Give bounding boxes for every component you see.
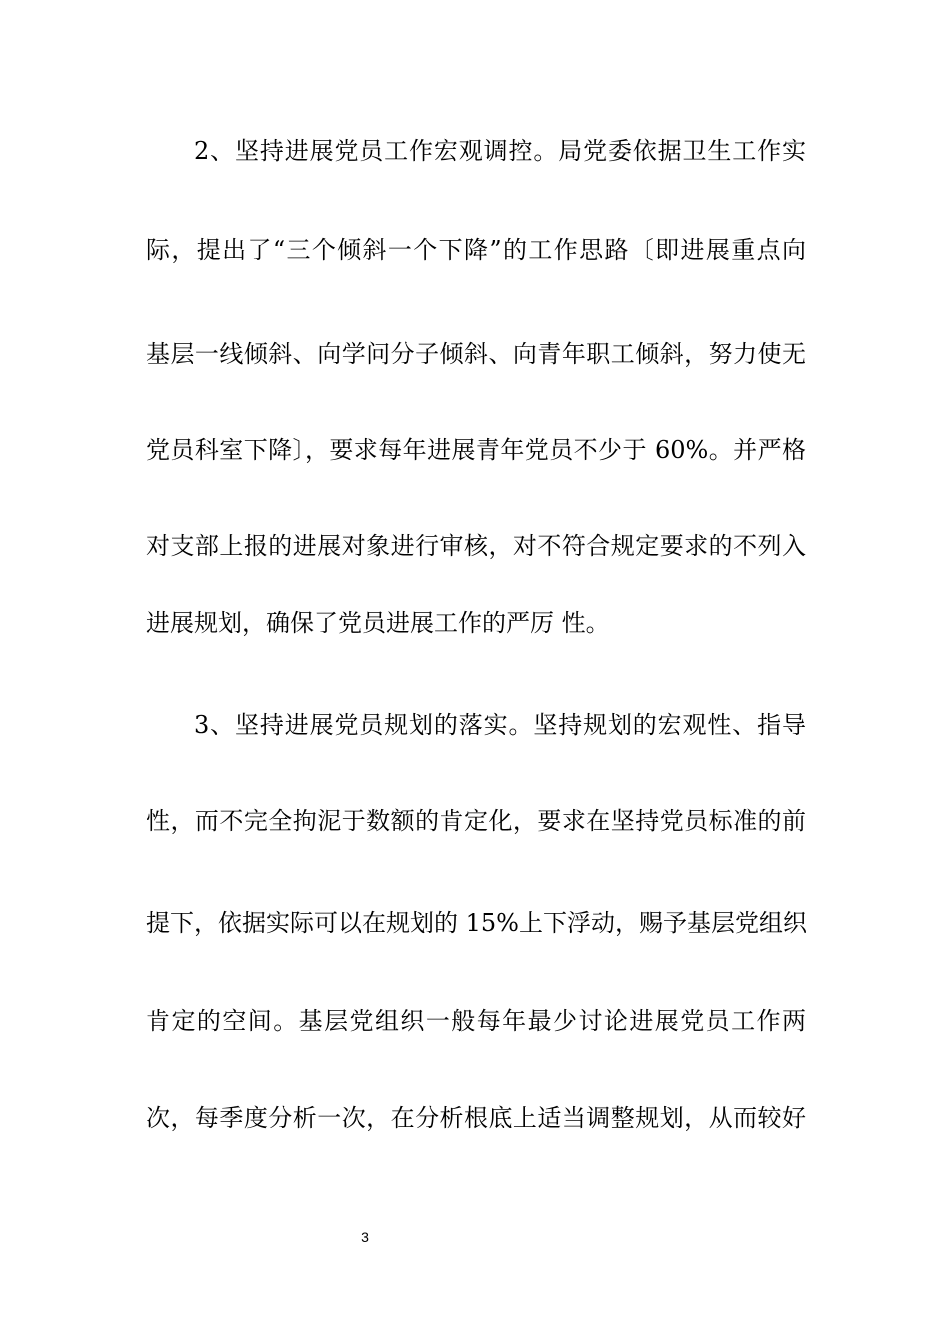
paragraph-2-line-2: 性，而不完全拘泥于数额的肯定化，要求在坚持党员标准的前 xyxy=(146,807,806,835)
paragraph-1-line-3: 基层一线倾斜、向学问分子倾斜、向青年职工倾斜，努力使无 xyxy=(146,340,806,368)
paragraph-1-line-6: 进展规划，确保了党员进展工作的严厉 性。 xyxy=(146,609,610,637)
paragraph-2-line-3: 提下，依据实际可以在规划的 15%上下浮动，赐予基层党组织 xyxy=(146,909,807,937)
paragraph-1-line-4: 党员科室下降〕，要求每年进展青年党员不少于 60%。并严格 xyxy=(146,436,806,464)
paragraph-1-line-5: 对支部上报的进展对象进行审核，对不符合规定要求的不列入 xyxy=(146,532,806,560)
page-number: 3 xyxy=(361,1229,369,1245)
paragraph-1-line-1: 2、坚持进展党员工作宏观调控。局党委依据卫生工作实 xyxy=(194,137,806,165)
paragraph-2-line-5: 次，每季度分析一次，在分析根底上适当调整规划，从而较好 xyxy=(146,1104,806,1132)
paragraph-1-line-2: 际，提出了“三个倾斜一个下降”的工作思路〔即进展重点向 xyxy=(146,236,806,264)
paragraph-2-line-4: 肯定的空间。基层党组织一般每年最少讨论进展党员工作两 xyxy=(146,1007,806,1035)
paragraph-2-line-1: 3、坚持进展党员规划的落实。坚持规划的宏观性、指导 xyxy=(194,711,806,739)
